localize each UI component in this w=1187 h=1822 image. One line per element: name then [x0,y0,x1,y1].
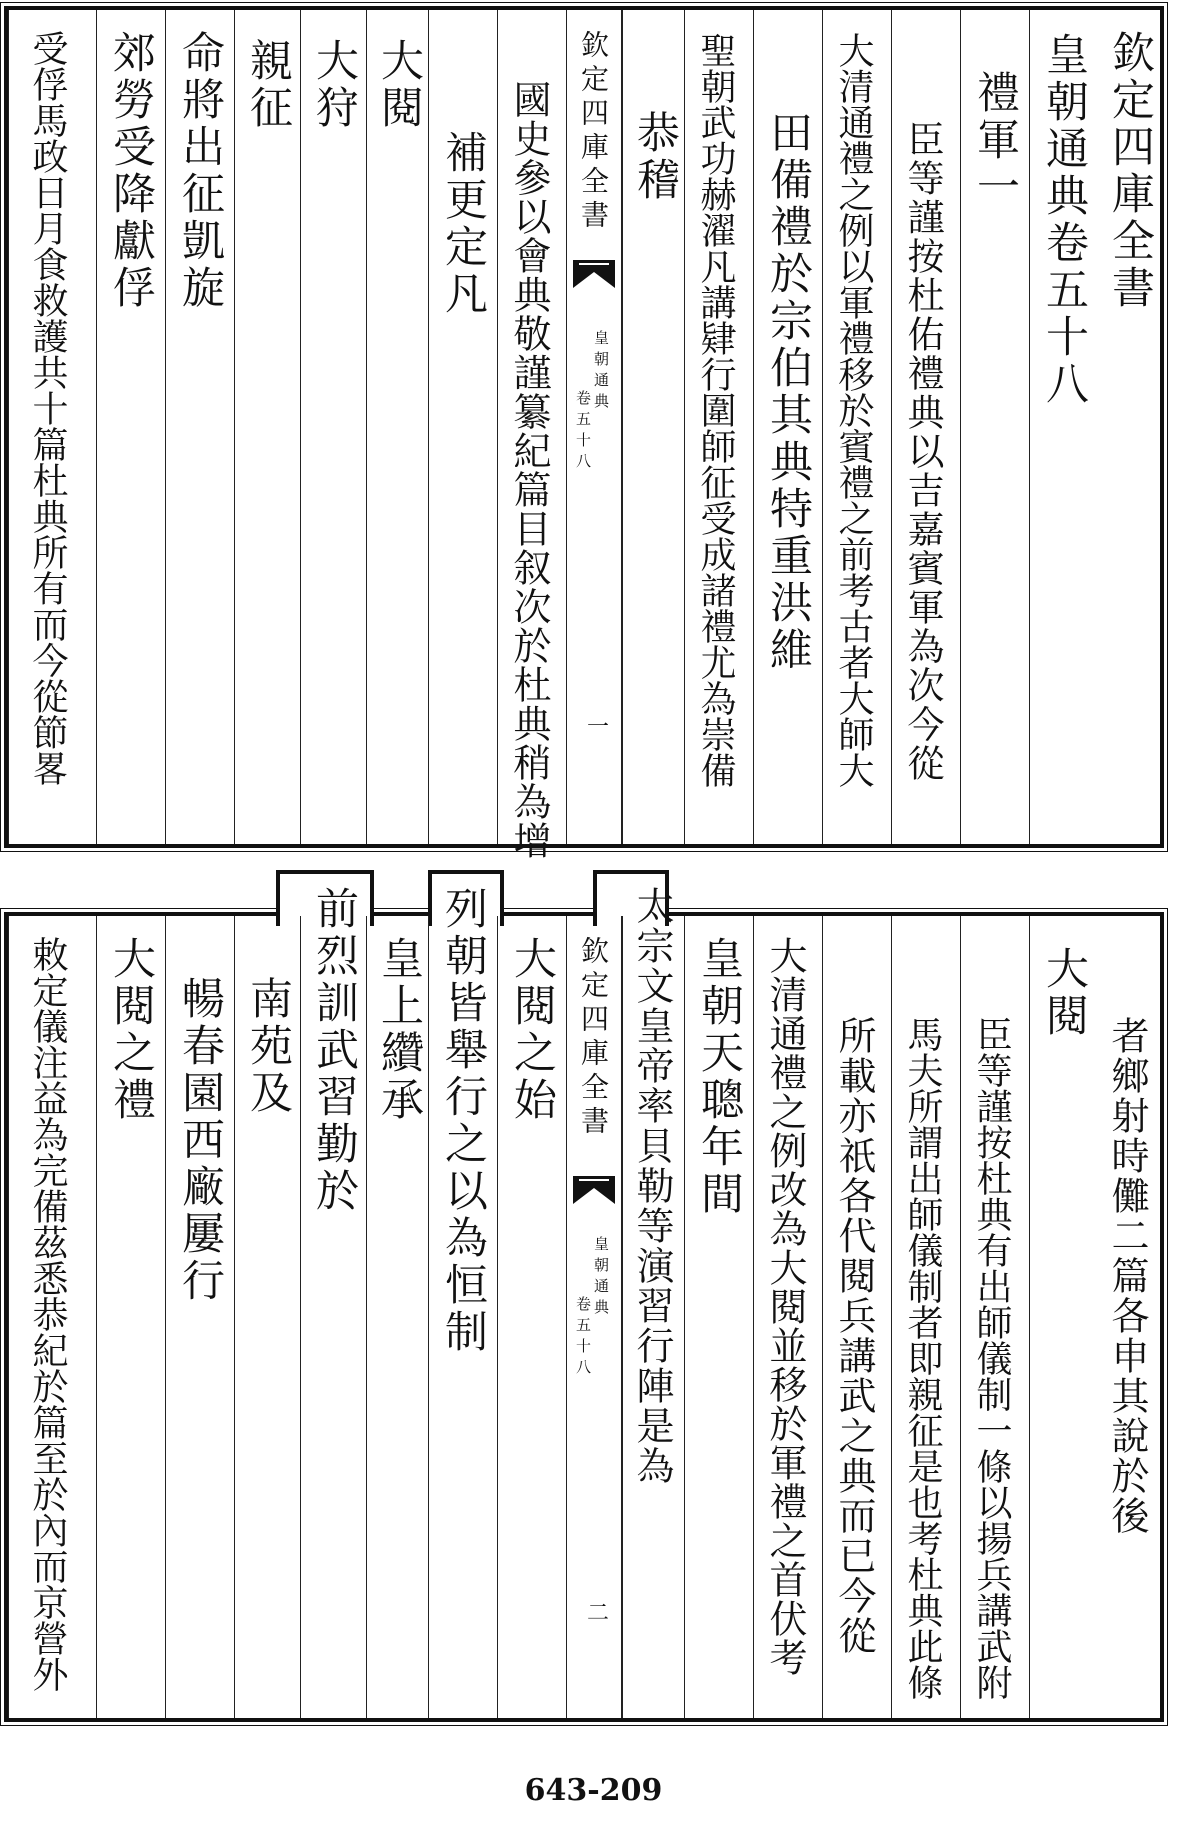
bottom-col-3-text: 馬夫所謂出師儀制者即親征是也考杜典此條 [902,1016,943,1700]
top-center-book: 皇朝通典 [592,330,610,414]
bottom-col-13 [165,916,234,1718]
bottom-col-8 [497,916,566,1718]
bottom-col-5-text: 大清通禮之例改為大閱並移於軍禮之首伏考 [763,936,807,1677]
fishtail-mark-icon [573,1176,615,1204]
bottom-col-13-text: 暢春園西廠屢行 [175,976,225,1305]
top-col-10 [366,10,428,844]
top-col-11 [300,10,366,844]
top-col-5-text: 田備禮於宗伯其典特重洪維 [763,110,813,674]
bottom-col-8-text: 大閱之始 [507,936,557,1124]
top-col-7 [622,10,684,844]
page-code: 643-209 [524,1773,663,1808]
top-col-12 [234,10,300,844]
bottom-col-7-text: 太宗文皇帝率貝勒等演習行陣是為 [630,886,674,1486]
top-col-4 [822,10,891,844]
bottom-center-page: 二 [587,1601,610,1626]
bottom-center-title: 欽定四庫全書 [577,936,610,1140]
top-col-13-text: 命將出征凱旋 [175,30,225,312]
top-col-6-text: 聖朝武功赫濯凡講肄行圍師征受成諸禮尤為崇備 [695,32,736,788]
top-col-14 [96,10,165,844]
top-page [4,6,1164,860]
bottom-col-10-text: 皇上纘承 [374,936,424,1124]
top-col-15-text: 受俘馬政日月食救護共十篇杜典所有而今從節畧 [27,30,68,786]
top-col-7-text: 恭稽 [630,110,680,204]
bottom-col-9-text: 列朝皆舉行之以為恒制 [438,886,488,1356]
top-col-4-text: 大清通禮之例以軍禮移於賓禮之前考古者大師大 [833,32,874,788]
bottom-col-3 [891,916,960,1718]
bottom-col-2 [960,916,1029,1718]
top-col-2 [960,10,1029,844]
bottom-col-5 [753,916,822,1718]
bottom-col-10 [366,916,428,1718]
bottom-center-book: 皇朝通典 [592,1236,610,1320]
bottom-col-6-text: 皇朝天聰年間 [694,936,744,1218]
bottom-col-1 [1029,916,1098,1718]
fishtail-mark-icon [573,260,615,288]
top-col-2-text: 禮軍一 [970,70,1020,211]
top-col-3 [891,10,960,844]
bottom-col-0-text: 者鄉射時儺二篇各申其說於後 [1105,1016,1149,1536]
top-col-8 [497,10,566,860]
top-col-11-text: 大狩 [309,38,359,132]
bottom-col-15-text: 敕定儀注益為完備茲悉恭紀於篇至於內而京營外 [27,936,68,1692]
top-col-5 [753,10,822,844]
bottom-center-volume: 卷五十八 [574,1296,592,1380]
bottom-col-15 [8,916,96,1718]
bottom-col-11 [300,886,366,1718]
top-col-12-text: 親征 [243,38,293,132]
top-center-page: 一 [587,715,610,740]
top-col-1-text: 皇朝通典卷五十八 [1039,32,1089,408]
bottom-col-4-text: 所載亦祇各代閱兵講武之典而已今從 [832,1016,876,1656]
top-col-1 [1029,10,1098,844]
bottom-center-gutter [566,916,622,1718]
bottom-page [4,886,1164,1722]
top-col-9 [428,10,497,844]
bottom-col-4 [822,916,891,1718]
bottom-col-11-text: 前烈訓武習勤於 [309,886,359,1215]
bottom-col-14 [96,916,165,1718]
top-col-14-text: 郊勞受降獻俘 [106,30,156,312]
top-col-13 [165,10,234,844]
top-center-gutter [566,10,622,844]
bottom-col-9 [428,886,497,1718]
bottom-col-6 [684,916,753,1718]
top-col-6 [684,10,753,844]
top-center-volume: 卷五十八 [574,390,592,474]
top-center-title: 欽定四庫全書 [577,30,610,234]
top-col-0-text: 欽定四庫全書 [1105,30,1155,312]
bottom-col-0 [1098,916,1164,1718]
bottom-col-14-text: 大閱之禮 [106,936,156,1124]
bottom-col-12-text: 南苑及 [243,976,293,1117]
top-col-0 [1098,10,1164,844]
top-col-9-text: 補更定凡 [438,130,488,318]
bottom-col-1-text: 大閱 [1039,946,1089,1040]
bottom-col-12 [234,916,300,1718]
top-col-15 [8,10,96,844]
top-col-10-text: 大閱 [374,38,424,132]
top-col-3-text: 臣等謹按杜佑禮典以吉嘉賓軍為次今從 [901,120,944,783]
bottom-col-7 [622,886,684,1718]
top-col-8-text: 國史參以會典敬謹纂紀篇目叙次於杜典稍為增 [507,80,551,860]
bottom-col-2-text: 臣等謹按杜典有出師儀制一條以揚兵講武附 [971,1016,1012,1700]
